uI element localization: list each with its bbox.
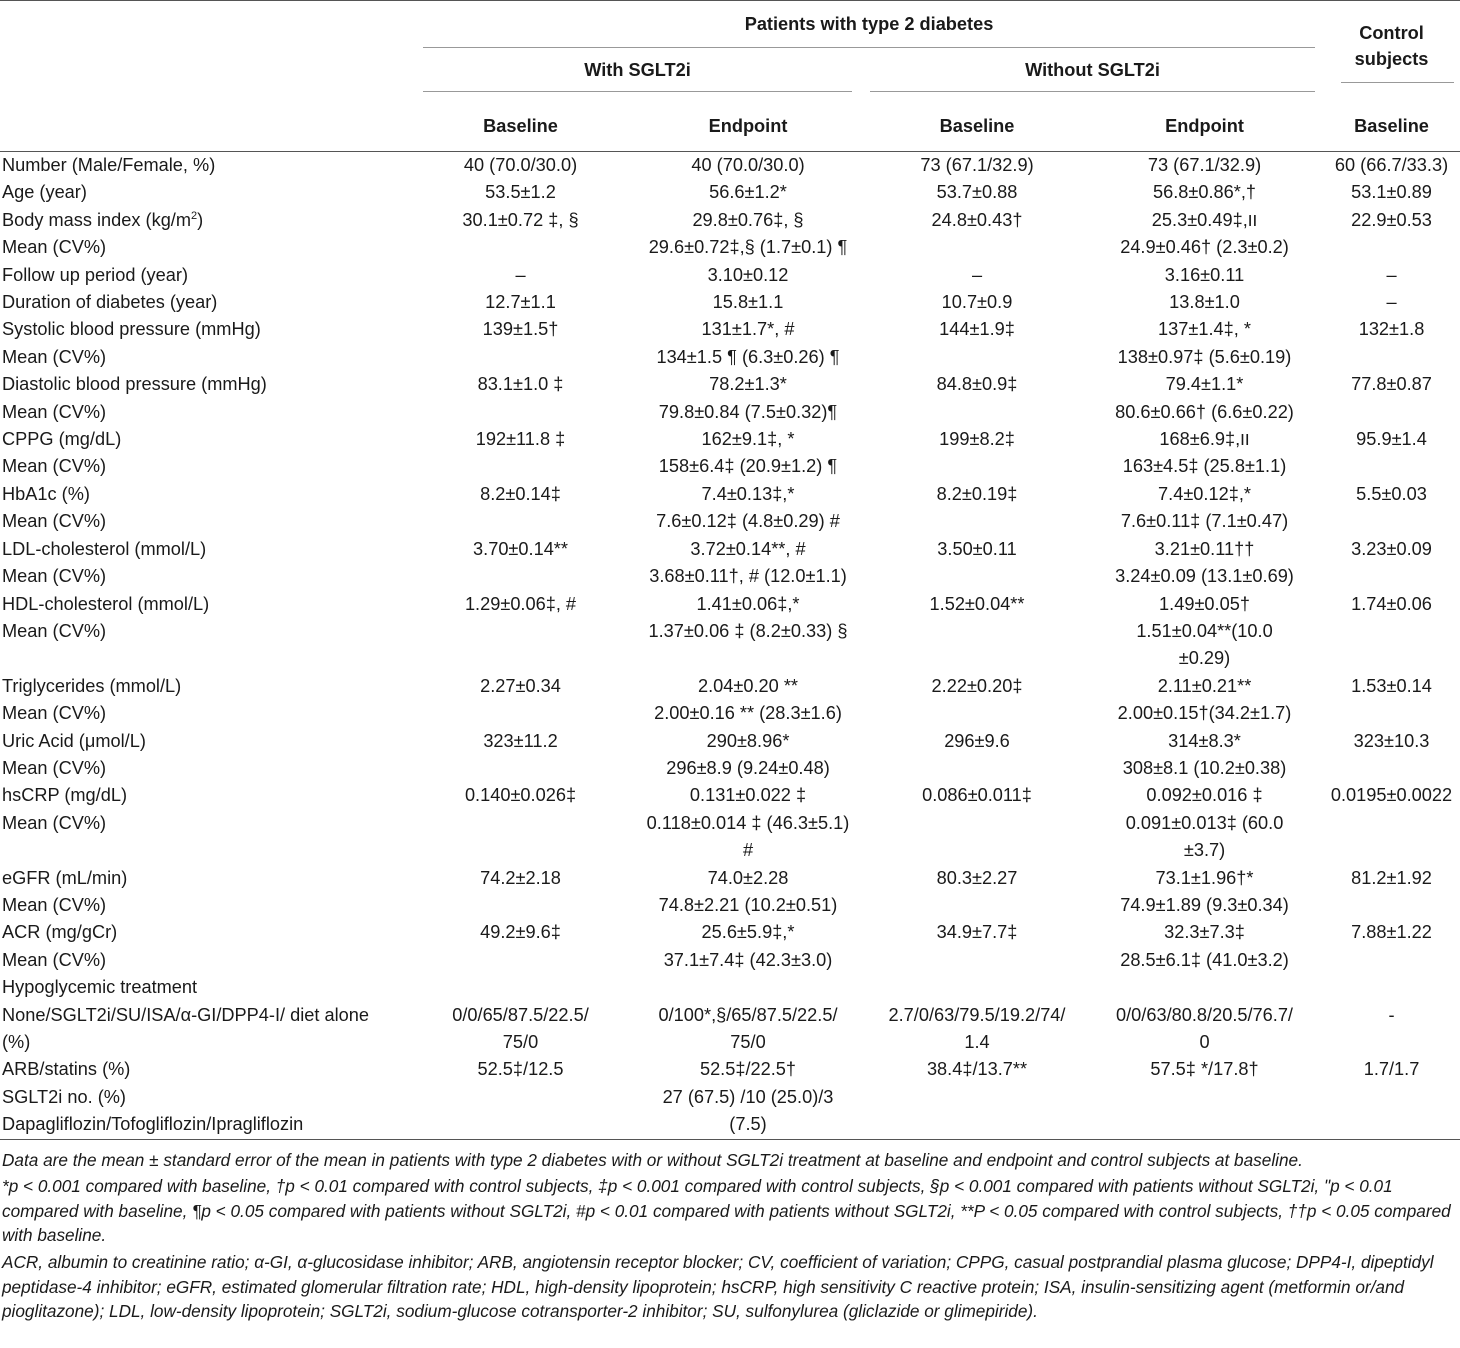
table-cell: 138±0.97‡ (5.6±0.19) bbox=[1117, 346, 1292, 367]
row-label: SGLT2i no. (%) bbox=[2, 1086, 126, 1107]
table-cell: 2.00±0.16 ** (28.3±1.6) bbox=[654, 703, 842, 724]
table-cell: 0.092±0.016 ‡ bbox=[1146, 785, 1263, 806]
table-cell: 0.118±0.014 ‡ (46.3±5.1) # bbox=[646, 812, 850, 861]
table-row bbox=[0, 289, 1460, 316]
table-cell: 81.2±1.92 bbox=[1351, 867, 1432, 888]
row-label: None/SGLT2i/SU/ISA/α-GI/DPP4-I/ diet alone (%) bbox=[2, 1004, 370, 1052]
row-label: CPPG (mg/dL) bbox=[2, 429, 122, 450]
table-cell: 56.8±0.86*,† bbox=[1152, 182, 1257, 203]
table-cell bbox=[1323, 810, 1460, 865]
table-cell: 2.7/0/63/79.5/19.2/74/ 1.4 bbox=[888, 1004, 1066, 1052]
table-row bbox=[0, 508, 1460, 535]
table-cell bbox=[868, 810, 1086, 865]
table-cell bbox=[628, 974, 868, 1001]
table-cell: 1.51±0.04**(10.0 ±0.29) bbox=[1136, 620, 1273, 669]
table-row bbox=[0, 179, 1460, 206]
header-empty-3 bbox=[0, 101, 413, 152]
row-label: Mean (CV%) bbox=[2, 620, 107, 641]
table-cell: 131±1.7*, # bbox=[701, 319, 795, 340]
table-body bbox=[0, 152, 1460, 1140]
table-cell: 77.8±0.87 bbox=[1351, 374, 1432, 395]
table-cell bbox=[868, 344, 1086, 371]
row-label: Diastolic blood pressure (mmHg) bbox=[2, 374, 267, 395]
table-cell: 199±8.2‡ bbox=[939, 429, 1015, 450]
table-cell: 158±6.4‡ (20.9±1.2) ¶ bbox=[658, 456, 838, 477]
row-label: Hypoglycemic treatment bbox=[2, 977, 198, 998]
table-cell bbox=[413, 755, 628, 782]
table-cell: 132±1.8 bbox=[1358, 319, 1425, 340]
table-cell: 7.4±0.13‡,* bbox=[701, 483, 795, 504]
table-cell: 15.8±1.1 bbox=[712, 292, 784, 313]
table-cell: 79.8±0.84 (7.5±0.32)¶ bbox=[658, 401, 838, 422]
table-cell: 1.53±0.14 bbox=[1351, 675, 1432, 696]
row-label: ARB/statins (%) bbox=[2, 1059, 131, 1080]
table-cell: 3.68±0.11†, # (12.0±1.1) bbox=[649, 566, 847, 587]
table-row bbox=[0, 618, 1460, 673]
table-cell bbox=[1323, 974, 1460, 1001]
footnote-abbreviations: ACR, albumin to creatinine ratio; α-GI, α-glucosidase inhibitor; ARB, angiotensin receptor blocker; CV, coefficient of variation; CPPG, casual postprandial plasma glucose; DPP4-I, dipeptidyl peptidase-4 inhibitor; eGFR, estimated glomerular filtration rate; HDL, high-density lipoprotein; hsCRP, high sensitivity C reactive protein; ISA, insulin-sensitizing agent (metformin or/and pioglitazone); LDL, low-density lipoprotein; SGLT2i, sodium-glucose cotransporter-2 inhibitor; SU, sulfonylurea (gliclazide or glimepiride). bbox=[2, 1252, 1434, 1322]
header-without-endpoint: Endpoint bbox=[1086, 101, 1323, 152]
table-cell: - bbox=[1388, 1004, 1395, 1025]
table-cell bbox=[1323, 700, 1460, 727]
table-cell: 73.1±1.96†* bbox=[1155, 867, 1254, 888]
row-label: Body mass index $(kg/m^2)$ bbox=[2, 209, 204, 230]
table-cell: 25.3±0.49‡,וו bbox=[1151, 209, 1258, 230]
table-cell: 1.41±0.06‡,* bbox=[696, 593, 800, 614]
table-cell bbox=[413, 974, 628, 1001]
table-row bbox=[0, 426, 1460, 453]
table-cell: 0.086±0.011‡ bbox=[922, 785, 1032, 806]
table-cell: 7.4±0.12‡,* bbox=[1158, 483, 1251, 504]
table-cell bbox=[868, 947, 1086, 974]
row-label: eGFR (mL/min) bbox=[2, 867, 128, 888]
table-cell bbox=[1323, 563, 1460, 590]
table-row bbox=[0, 344, 1460, 371]
row-label: Mean (CV%) bbox=[2, 566, 107, 587]
table-cell: 3.23±0.09 bbox=[1351, 538, 1432, 559]
table-cell: 29.8±0.76‡, § bbox=[692, 209, 804, 230]
row-label: hsCRP (mg/dL) bbox=[2, 785, 127, 806]
header-group-diabetes: Patients with type 2 diabetes bbox=[413, 1, 1323, 52]
table-cell: 73 (67.1/32.9) bbox=[1147, 155, 1262, 175]
table-cell: 74.0±2.28 bbox=[707, 867, 789, 888]
table-cell: 83.1±1.0 ‡ bbox=[477, 374, 564, 395]
header-control-baseline: Baseline bbox=[1323, 101, 1460, 152]
header-row-3 bbox=[0, 101, 1460, 152]
table-cell: 8.2±0.14‡ bbox=[480, 483, 561, 504]
table-cell bbox=[868, 1084, 1086, 1111]
table-cell: (7.5) bbox=[628, 1111, 868, 1139]
table-row bbox=[0, 234, 1460, 261]
table-cell: 12.7±1.1 bbox=[485, 292, 556, 313]
table-cell bbox=[413, 563, 628, 590]
table-cell: 137±1.4‡, * bbox=[1158, 319, 1251, 340]
table-cell bbox=[413, 508, 628, 535]
table-cell: 1.37±0.06 ‡ (8.2±0.33) § bbox=[648, 620, 848, 641]
table-cell bbox=[868, 234, 1086, 261]
footnote-significance: *p < 0.001 compared with baseline, †p < 0.01 compared with control subjects, ‡p < 0.001 compared with control subjects, §p < 0.001 compared with patients without SGLT2i, ʺp < 0.01 compared with baseline, ¶p < 0.05 compared with patients without SGLT2i, #p < 0.01 compared with patients without SGLT2i, **P < 0.05 compared with control subjects, ††p < 0.05 compared with baseline. bbox=[2, 1176, 1451, 1246]
table-cell bbox=[1323, 508, 1460, 535]
table-cell: 323±10.3 bbox=[1353, 730, 1430, 751]
row-label: Mean (CV%) bbox=[2, 949, 107, 970]
row-label: Mean (CV%) bbox=[2, 456, 107, 477]
table-cell: 1.7/1.7 bbox=[1363, 1059, 1420, 1080]
table-cell: 168±6.9‡,וו bbox=[1159, 429, 1250, 450]
table-cell: – bbox=[1386, 292, 1397, 313]
row-label: Mean (CV%) bbox=[2, 894, 107, 915]
table-cell: 28.5±6.1‡ (41.0±3.2) bbox=[1120, 949, 1289, 970]
table-row bbox=[0, 316, 1460, 343]
table-cell: 10.7±0.9 bbox=[941, 292, 1013, 313]
table-cell: 2.11±0.21** bbox=[1157, 675, 1252, 696]
table-cell bbox=[868, 399, 1086, 426]
table-cell: 95.9±1.4 bbox=[1356, 429, 1427, 450]
table-row bbox=[0, 1056, 1460, 1083]
table-row bbox=[0, 453, 1460, 480]
table-cell bbox=[1323, 1084, 1460, 1111]
table-cell: 162±9.1‡, * bbox=[701, 429, 795, 450]
header-with-baseline: Baseline bbox=[413, 101, 628, 152]
table-cell: 139±1.5† bbox=[482, 319, 559, 340]
table-cell: 25.6±5.9‡,* bbox=[701, 922, 795, 943]
table-cell bbox=[1086, 1111, 1323, 1139]
table-cell: 0.091±0.013‡ (60.0 ±3.7) bbox=[1125, 812, 1284, 861]
table-cell: 3.50±0.11 bbox=[937, 538, 1017, 559]
row-label: Dapagliflozin/Tofogliflozin/Ipragliflozin bbox=[0, 1111, 413, 1139]
table-cell bbox=[868, 618, 1086, 673]
table-cell: 37.1±7.4‡ (42.3±3.0) bbox=[663, 949, 833, 970]
table-cell: 0.131±0.022 ‡ bbox=[689, 785, 807, 806]
table-row bbox=[0, 810, 1460, 865]
table-cell: 78.2±1.3* bbox=[709, 374, 787, 395]
table-cell bbox=[1323, 234, 1460, 261]
table-cell: 84.8±0.9‡ bbox=[936, 374, 1018, 395]
table-cell bbox=[413, 453, 628, 480]
table-cell: 2.27±0.34 bbox=[480, 675, 561, 696]
header-sub-with: With SGLT2i bbox=[413, 51, 868, 101]
row-label: Follow up period (year) bbox=[2, 264, 188, 285]
table-cell: 314±8.3* bbox=[1168, 730, 1241, 751]
table-row bbox=[0, 700, 1460, 727]
table-cell bbox=[413, 810, 628, 865]
table-cell: 0.0195±0.0022 bbox=[1330, 785, 1453, 806]
table-cell: 7.88±1.22 bbox=[1351, 922, 1432, 943]
table-row bbox=[0, 536, 1460, 563]
table-cell: 5.5±0.03 bbox=[1356, 483, 1427, 504]
table-cell: 7.6±0.11‡ (7.1±0.47) bbox=[1120, 511, 1289, 532]
table-cell: 3.16±0.11 bbox=[1164, 264, 1245, 285]
table-cell: 13.8±1.0 bbox=[1169, 292, 1240, 313]
table-cell: – bbox=[515, 264, 526, 285]
table-cell bbox=[413, 700, 628, 727]
table-row bbox=[0, 865, 1460, 892]
footnote-data-description: Data are the mean ± standard error of the mean in patients with type 2 diabetes with or without SGLT2i treatment at baseline and endpoint and control subjects at baseline. bbox=[2, 1149, 1303, 1170]
table-cell: 53.1±0.89 bbox=[1351, 182, 1432, 203]
table-cell: 53.5±1.2 bbox=[485, 182, 556, 203]
table-cell: 52.5‡/12.5 bbox=[477, 1059, 564, 1080]
table-cell: 60 (66.7/33.3) bbox=[1334, 155, 1449, 175]
header-empty bbox=[0, 1, 413, 52]
table-cell bbox=[868, 892, 1086, 919]
table-cell bbox=[413, 234, 628, 261]
table-cell bbox=[1323, 947, 1460, 974]
table-cell: 3.21±0.11†† bbox=[1154, 538, 1255, 559]
header-row-2 bbox=[0, 51, 1460, 101]
table-row bbox=[0, 1002, 1460, 1057]
table-cell: 308±8.1 (10.2±0.38) bbox=[1122, 757, 1287, 778]
table-cell bbox=[413, 618, 628, 673]
table-cell: 38.4‡/13.7** bbox=[926, 1059, 1028, 1080]
table-row bbox=[0, 481, 1460, 508]
table-cell: 0.140±0.026‡ bbox=[464, 785, 577, 806]
table-cell bbox=[413, 892, 628, 919]
table-cell: 52.5‡/22.5† bbox=[699, 1059, 797, 1080]
table-cell: 2.00±0.15†(34.2±1.7) bbox=[1117, 703, 1292, 724]
table-cell bbox=[868, 974, 1086, 1001]
header-with-endpoint: Endpoint bbox=[628, 101, 868, 152]
table-cell: 2.22±0.20‡ bbox=[931, 675, 1023, 696]
table-cell: 32.3±7.3‡ bbox=[1164, 922, 1245, 943]
table-cell: 80.3±2.27 bbox=[936, 867, 1018, 888]
table-cell: 22.9±0.53 bbox=[1351, 209, 1432, 230]
table-row bbox=[0, 947, 1460, 974]
row-label: HDL-cholesterol (mmol/L) bbox=[2, 593, 210, 614]
table-cell bbox=[868, 1111, 1086, 1139]
table-cell: 296±8.9 (9.24±0.48) bbox=[666, 757, 830, 778]
table-cell bbox=[868, 700, 1086, 727]
table-row bbox=[0, 728, 1460, 755]
table-cell: 1.74±0.06 bbox=[1351, 593, 1432, 614]
row-label: Duration of diabetes (year) bbox=[2, 292, 218, 313]
table-row bbox=[0, 974, 1460, 1001]
table-cell bbox=[1323, 755, 1460, 782]
header-without-baseline: Baseline bbox=[868, 101, 1086, 152]
table-cell: 40 (70.0/30.0) bbox=[691, 155, 805, 175]
table-cell: 0/0/63/80.8/20.5/76.7/ 0 bbox=[1116, 1004, 1293, 1052]
table-cell: 27 (67.5) /10 (25.0)/3 bbox=[662, 1086, 834, 1107]
table-cell bbox=[1323, 1111, 1460, 1139]
header-empty-2 bbox=[0, 51, 413, 101]
table-cell: 0/0/65/87.5/22.5/ 75/0 bbox=[452, 1004, 589, 1052]
table-cell: 144±1.9‡ bbox=[939, 319, 1015, 340]
table-cell bbox=[1086, 1084, 1323, 1111]
table-cell: 296±9.6 bbox=[944, 730, 1010, 751]
row-label: Mean (CV%) bbox=[2, 703, 107, 724]
table-cell bbox=[413, 344, 628, 371]
table-cell bbox=[868, 453, 1086, 480]
table-cell bbox=[868, 755, 1086, 782]
table-cell bbox=[868, 508, 1086, 535]
table-row bbox=[0, 673, 1460, 700]
table-cell: 134±1.5 ¶ (6.3±0.26) ¶ bbox=[656, 346, 840, 367]
header-sub-without: Without SGLT2i bbox=[868, 51, 1323, 101]
table-row bbox=[0, 152, 1460, 180]
table-cell: 163±4.5‡ (25.8±1.1) bbox=[1122, 456, 1287, 477]
table-cell: 57.5‡ */17.8† bbox=[1150, 1059, 1259, 1080]
row-label: Uric Acid (μmol/L) bbox=[2, 730, 146, 751]
header-group-control: Control subjects bbox=[1323, 1, 1460, 102]
row-label: Mean (CV%) bbox=[2, 401, 107, 422]
table-cell: 53.7±0.88 bbox=[936, 182, 1018, 203]
table-footnotes bbox=[0, 1140, 1460, 1324]
table-cell bbox=[1323, 892, 1460, 919]
table-row bbox=[0, 919, 1460, 946]
table-cell: – bbox=[971, 264, 983, 285]
row-label: ACR (mg/gCr) bbox=[2, 922, 118, 943]
table-row bbox=[0, 755, 1460, 782]
table-cell: 3.10±0.12 bbox=[707, 264, 789, 285]
row-label: Triglycerides (mmol/L) bbox=[2, 675, 182, 696]
table-cell: 24.8±0.43† bbox=[931, 209, 1023, 230]
table-cell: 1.29±0.06‡, # bbox=[464, 593, 577, 614]
row-label: Age (year) bbox=[2, 182, 87, 203]
table-row bbox=[0, 1084, 1460, 1111]
table-row bbox=[0, 892, 1460, 919]
row-label: Systolic blood pressure (mmHg) bbox=[2, 319, 261, 340]
table-cell: 7.6±0.12‡ (4.8±0.29) # bbox=[656, 511, 840, 532]
table-cell bbox=[413, 399, 628, 426]
table-cell: 29.6±0.72‡,§ (1.7±0.1) ¶ bbox=[648, 237, 848, 258]
table-cell: 73 (67.1/32.9) bbox=[920, 155, 1034, 175]
table-cell: 80.6±0.66† (6.6±0.22) bbox=[1115, 401, 1294, 422]
row-label: Number (Male/Female, %) bbox=[2, 155, 216, 175]
header-row-1 bbox=[0, 1, 1460, 52]
table-cell: 49.2±9.6‡ bbox=[480, 922, 561, 943]
table-cell: 79.4±1.1* bbox=[1165, 374, 1244, 395]
table-row bbox=[0, 371, 1460, 398]
table-cell bbox=[413, 947, 628, 974]
table-cell bbox=[1323, 399, 1460, 426]
table-cell: 2.04±0.20 ** bbox=[698, 675, 798, 696]
table-cell: 290±8.96* bbox=[706, 730, 790, 751]
table-cell: 3.72±0.14**, # bbox=[690, 538, 806, 559]
row-label: Mean (CV%) bbox=[2, 511, 107, 532]
row-label: HbA1c (%) bbox=[2, 483, 90, 504]
table-cell: 3.70±0.14** bbox=[473, 538, 568, 559]
table-cell bbox=[868, 563, 1086, 590]
table-cell: 192±11.8 ‡ bbox=[475, 429, 566, 450]
row-label: Mean (CV%) bbox=[2, 346, 107, 367]
table-cell: 8.2±0.19‡ bbox=[936, 483, 1018, 504]
table-cell: 40 (70.0/30.0) bbox=[463, 155, 578, 175]
table-row bbox=[0, 207, 1460, 234]
table-cell bbox=[1323, 453, 1460, 480]
table-cell bbox=[1323, 344, 1460, 371]
table-cell: 1.49±0.05† bbox=[1159, 593, 1250, 614]
table-cell bbox=[1086, 974, 1323, 1001]
table-cell bbox=[413, 1111, 628, 1139]
table-cell: 30.1±0.72 ‡, § bbox=[462, 209, 579, 230]
table-cell bbox=[1323, 618, 1460, 673]
row-label: Mean (CV%) bbox=[2, 812, 107, 833]
table-row bbox=[0, 1111, 1460, 1139]
table-cell: 74.2±2.18 bbox=[480, 867, 561, 888]
table-row bbox=[0, 591, 1460, 618]
table-row bbox=[0, 262, 1460, 289]
table-cell bbox=[413, 1084, 628, 1111]
table-cell: 56.6±1.2* bbox=[709, 182, 787, 203]
row-label: Mean (CV%) bbox=[2, 757, 107, 778]
table-cell: 34.9±7.7‡ bbox=[936, 922, 1018, 943]
row-label: LDL-cholesterol (mmol/L) bbox=[2, 538, 207, 559]
table-cell: 323±11.2 bbox=[483, 730, 558, 751]
table-cell: – bbox=[1386, 264, 1397, 285]
table-cell: 74.8±2.21 (10.2±0.51) bbox=[658, 894, 838, 915]
table-row bbox=[0, 563, 1460, 590]
table-cell: 0/100*,§/65/87.5/22.5/ 75/0 bbox=[658, 1004, 838, 1052]
table-row bbox=[0, 782, 1460, 809]
row-label: Mean (CV%) bbox=[2, 237, 107, 258]
table-cell: 1.52±0.04** bbox=[929, 593, 1025, 614]
table-cell: 74.9±1.89 (9.3±0.34) bbox=[1120, 894, 1289, 915]
table-cell: 3.24±0.09 (13.1±0.69) bbox=[1115, 566, 1294, 587]
table-cell: 24.9±0.46† (2.3±0.2) bbox=[1120, 237, 1289, 258]
table-row bbox=[0, 399, 1460, 426]
